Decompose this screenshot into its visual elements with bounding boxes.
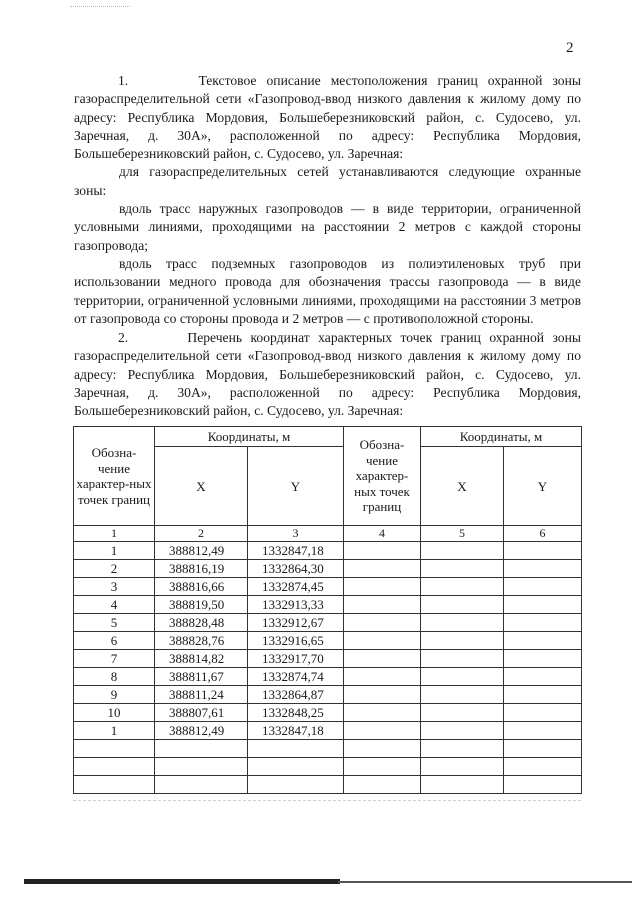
empty-cell xyxy=(504,560,582,578)
empty-cell xyxy=(504,614,582,632)
empty-cell xyxy=(344,596,421,614)
section-2-heading: 2. Перечень координат характерных точек границ охранной зоны газораспределительной сети «Газопровод-ввод низкого давления к жилому дому по адресу: Республика Мордовия, Большеберезниковский район, с. Судосево, ул. Заречная, д. 30А», расположенной по адресу: Республика Мордовия, Большеберезниковский район, с. Судосево, ул. Заречная: xyxy=(74,330,581,419)
point-number: 10 xyxy=(74,704,155,722)
empty-row xyxy=(74,740,582,758)
point-number: 1 xyxy=(74,542,155,560)
empty-cell xyxy=(344,704,421,722)
header-coordinates-2: Координаты, м xyxy=(421,427,582,447)
column-number-row xyxy=(74,526,582,542)
point-number: 6 xyxy=(74,632,155,650)
y-value: 1332848,25 xyxy=(248,704,344,722)
point-number: 2 xyxy=(74,560,155,578)
point-number: 7 xyxy=(74,650,155,668)
column-number: 1 xyxy=(74,526,155,542)
x-value: 388828,48 xyxy=(155,614,248,632)
empty-row xyxy=(74,776,582,794)
table-row xyxy=(74,650,582,668)
empty-cell xyxy=(421,632,504,650)
table-row xyxy=(74,686,582,704)
point-number: 9 xyxy=(74,686,155,704)
y-value: 1332912,67 xyxy=(248,614,344,632)
table-row xyxy=(74,596,582,614)
table-row xyxy=(74,668,582,686)
y-value: 1332874,74 xyxy=(248,668,344,686)
header-point-designation: Обозна-чение характер-ных точек границ xyxy=(74,427,155,526)
header-coordinates: Координаты, м xyxy=(155,427,344,447)
header-x-2: X xyxy=(421,447,504,526)
empty-cell xyxy=(344,668,421,686)
x-value: 388816,19 xyxy=(155,560,248,578)
empty-cell xyxy=(421,668,504,686)
section-1-para-3: вдоль трасс наружных газопроводов — в виде территории, ограниченной условными линиями, проходящими на расстоянии 2 метров с каждой стороны газопровода; xyxy=(74,201,581,253)
table-row xyxy=(74,722,582,740)
x-value: 388811,67 xyxy=(155,668,248,686)
empty-cell xyxy=(344,722,421,740)
table-row xyxy=(74,614,582,632)
section-1-para-2: для газораспределительных сетей устанавливаются следующие охранные зоны: xyxy=(74,164,581,198)
x-value: 388816,66 xyxy=(155,578,248,596)
empty-cell xyxy=(344,614,421,632)
column-number: 2 xyxy=(155,526,248,542)
header-point-designation-2: Обозна-чение характер-ных точек границ xyxy=(344,427,421,526)
empty-cell xyxy=(344,560,421,578)
table-row xyxy=(74,560,582,578)
scan-edge-bar-thin xyxy=(338,881,632,883)
empty-cell xyxy=(344,686,421,704)
point-number: 4 xyxy=(74,596,155,614)
x-value: 388819,50 xyxy=(155,596,248,614)
x-value: 388812,49 xyxy=(155,542,248,560)
empty-cell xyxy=(344,542,421,560)
column-number: 5 xyxy=(421,526,504,542)
empty-cell xyxy=(504,722,582,740)
scan-edge-bar xyxy=(24,879,340,884)
table-row xyxy=(74,704,582,722)
empty-cell xyxy=(421,596,504,614)
empty-cell xyxy=(421,650,504,668)
empty-cell xyxy=(344,578,421,596)
y-value: 1332864,87 xyxy=(248,686,344,704)
y-value: 1332847,18 xyxy=(248,722,344,740)
header-y: Y xyxy=(248,447,344,526)
empty-cell xyxy=(504,686,582,704)
column-number: 6 xyxy=(504,526,582,542)
empty-cell xyxy=(421,722,504,740)
empty-cell xyxy=(421,560,504,578)
x-value: 388814,82 xyxy=(155,650,248,668)
column-number: 4 xyxy=(344,526,421,542)
empty-cell xyxy=(504,704,582,722)
column-number: 3 xyxy=(248,526,344,542)
empty-cell xyxy=(504,650,582,668)
scan-speck xyxy=(70,6,130,9)
y-value: 1332864,30 xyxy=(248,560,344,578)
empty-cell xyxy=(421,542,504,560)
empty-cell xyxy=(421,578,504,596)
y-value: 1332847,18 xyxy=(248,542,344,560)
empty-cell xyxy=(504,668,582,686)
section-2 xyxy=(74,329,581,420)
empty-cell xyxy=(504,578,582,596)
x-value: 388811,24 xyxy=(155,686,248,704)
x-value: 388812,49 xyxy=(155,722,248,740)
header-x: X xyxy=(155,447,248,526)
empty-cell xyxy=(344,650,421,668)
section-1-heading: 1. Текстовое описание местоположения границ охранной зоны газораспределительной сети «Газопровод-ввод низкого давления к жилому дому по адресу: Республика Мордовия, Большеберезниковский район, с. Судосево, ул. Заречная, д. 30А», расположенной по адресу: Республика Мордовия, Большеберезниковский район, с. Судосево, ул. Заречная: xyxy=(74,73,581,162)
section-1-para-4: вдоль трасс подземных газопроводов из полиэтиленовых труб при использовании медного провода для обозначения трассы газопровода — в виде территории, ограниченной условными линиями, проходящими на расстоянии 3 метров от газопровода со стороны провода и 2 метров — с противоположной стороны. xyxy=(74,255,581,326)
table-row xyxy=(74,542,582,560)
section-1 xyxy=(74,72,581,328)
empty-cell xyxy=(504,542,582,560)
table-row xyxy=(74,632,582,650)
empty-cell xyxy=(504,596,582,614)
x-value: 388807,61 xyxy=(155,704,248,722)
header-y-2: Y xyxy=(504,447,582,526)
empty-row xyxy=(74,758,582,776)
y-value: 1332916,65 xyxy=(248,632,344,650)
empty-cell xyxy=(344,632,421,650)
table-row xyxy=(74,578,582,596)
scan-divider xyxy=(73,800,581,801)
y-value: 1332917,70 xyxy=(248,650,344,668)
coordinates-table xyxy=(73,426,582,794)
empty-cell xyxy=(504,632,582,650)
page-number: 2 xyxy=(566,40,574,56)
point-number: 1 xyxy=(74,722,155,740)
y-value: 1332913,33 xyxy=(248,596,344,614)
x-value: 388828,76 xyxy=(155,632,248,650)
empty-cell xyxy=(421,614,504,632)
point-number: 5 xyxy=(74,614,155,632)
point-number: 3 xyxy=(74,578,155,596)
empty-cell xyxy=(421,704,504,722)
empty-cell xyxy=(421,686,504,704)
point-number: 8 xyxy=(74,668,155,686)
y-value: 1332874,45 xyxy=(248,578,344,596)
